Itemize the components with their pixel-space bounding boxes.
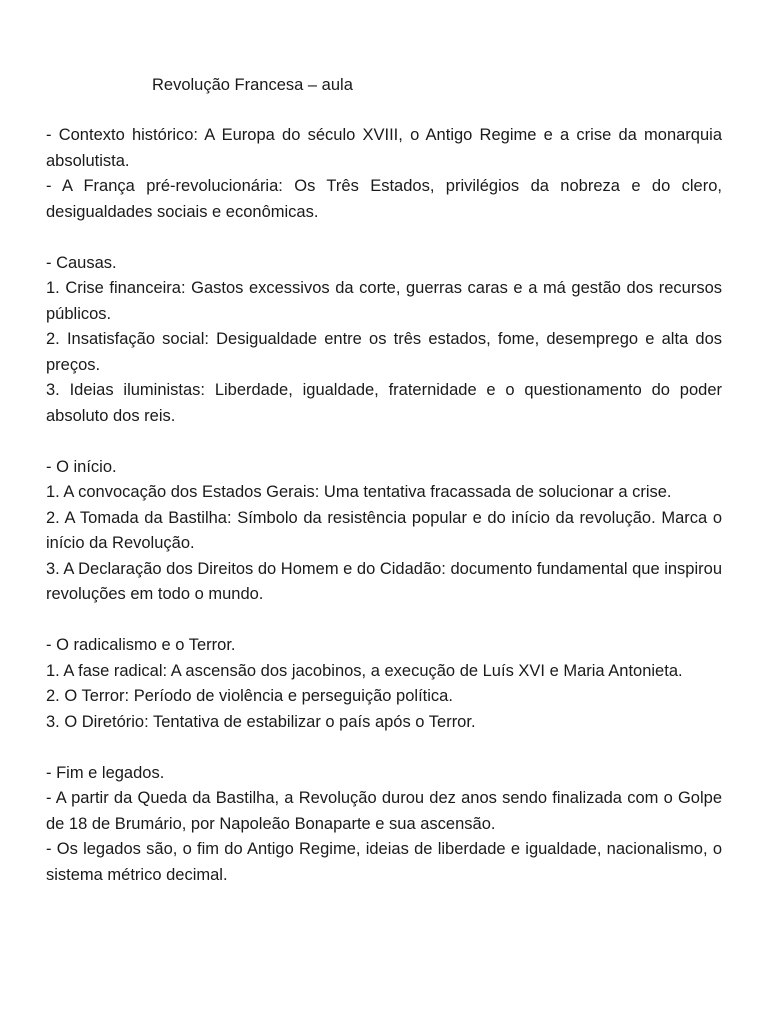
paragraph: 1. A fase radical: A ascensão dos jacobinos, a execução de Luís XVI e Maria Antonieta. — [46, 661, 683, 680]
section-heading: - O início. — [46, 457, 117, 476]
paragraph: 3. Ideias iluministas: Liberdade, igualdade, fraternidade e o questionamento do poder absoluto dos reis. — [46, 381, 722, 425]
paragraph: 3. A Declaração dos Direitos do Homem e do Cidadão: documento fundamental que inspirou revoluções em todo o mundo. — [46, 559, 722, 603]
paragraph: - Contexto histórico: A Europa do século XVIII, o Antigo Regime e a crise da monarquia absolutista. — [46, 126, 722, 170]
document-title: Revolução Francesa – aula — [152, 76, 353, 94]
blank-line — [46, 608, 722, 634]
section-heading: - Fim e legados. — [46, 763, 165, 782]
paragraph: - A partir da Queda da Bastilha, a Revolução durou dez anos sendo finalizada com o Golpe de 18 de Brumário, por Napoleão Bonaparte e sua ascensão. — [46, 789, 722, 833]
section-heading: - O radicalismo e o Terror. — [46, 636, 236, 654]
paragraph: 3. O Diretório: Tentativa de estabilizar o país após o Terror. — [46, 712, 476, 731]
blank-line — [46, 429, 722, 455]
paragraph: - A França pré-revolucionária: Os Três Estados, privilégios da nobreza e do clero, desigualdades sociais e econômicas. — [46, 177, 722, 221]
blank-line — [46, 225, 722, 251]
paragraph: 1. A convocação dos Estados Gerais: Uma tentativa fracassada de solucionar a crise. — [46, 483, 672, 501]
paragraph: 2. A Tomada da Bastilha: Símbolo da resistência popular e do início da revolução. Marca o início da Revolução. — [46, 508, 722, 552]
paragraph: - Os legados são, o fim do Antigo Regime, ideias de liberdade e igualdade, nacionalismo, o sistema métrico decimal. — [46, 840, 722, 884]
paragraph: 2. O Terror: Período de violência e perseguição política. — [46, 687, 453, 705]
paragraph: 2. Insatisfação social: Desigualdade entre os três estados, fome, desemprego e alta dos preços. — [46, 330, 722, 374]
section-heading: - Causas. — [46, 253, 117, 272]
document-body — [46, 123, 722, 888]
blank-line — [46, 735, 722, 761]
paragraph: 1. Crise financeira: Gastos excessivos da corte, guerras caras e a má gestão dos recursos públicos. — [46, 279, 722, 323]
